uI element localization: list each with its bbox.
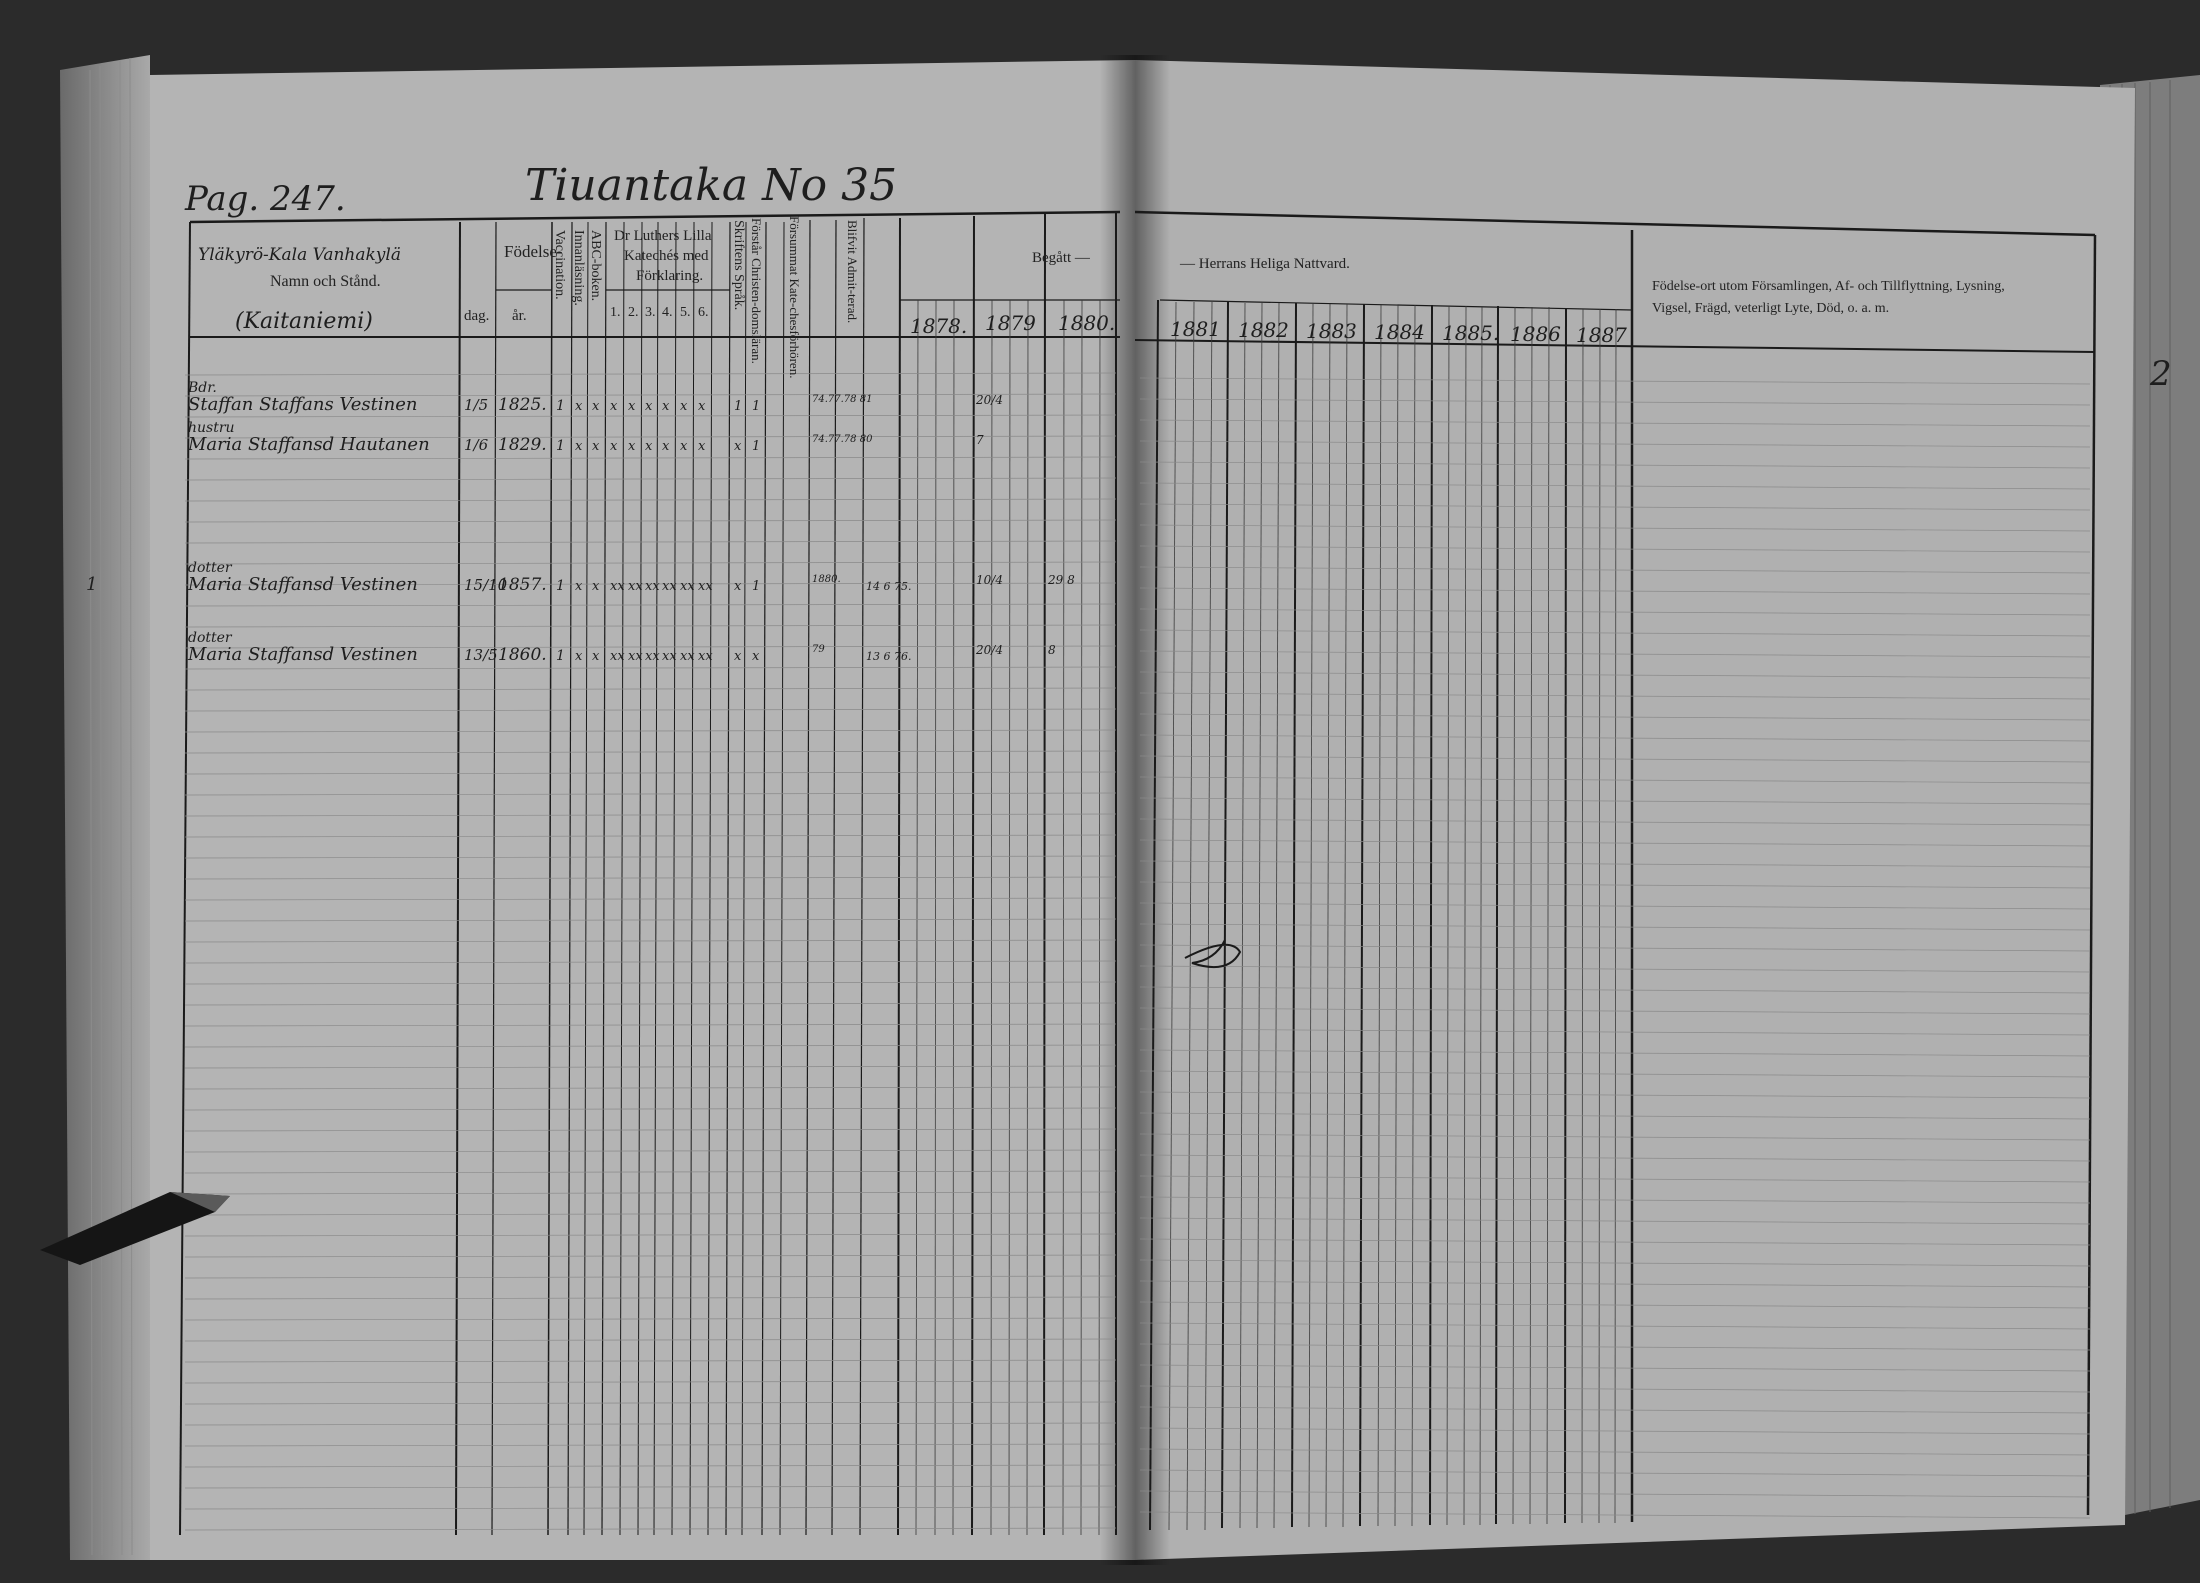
header-luther-1: Dr Luthers Lilla xyxy=(614,228,712,244)
person-sprak: 1 xyxy=(734,399,743,414)
person-mark: x xyxy=(698,399,706,414)
person-mark: xx xyxy=(610,649,625,664)
page-stack-left xyxy=(60,55,150,1560)
person-name: Staffan Staffans Vestinen xyxy=(188,394,418,415)
year-1879: 1879 xyxy=(985,311,1036,335)
person-1879: 7 xyxy=(976,433,984,447)
person-mark: x xyxy=(575,439,583,454)
person-forstar: 1 xyxy=(752,439,761,454)
person-mark: x xyxy=(575,649,583,664)
person-name: Maria Staffansd Vestinen xyxy=(188,574,418,595)
person-name: Maria Staffansd Vestinen xyxy=(188,644,418,665)
person-mark: x xyxy=(662,439,670,454)
margin-note-right: 2 xyxy=(2150,354,2172,394)
person-mark: xx xyxy=(645,649,660,664)
person-vaccination: 1 xyxy=(556,398,565,414)
header-luther-part: 5. xyxy=(680,305,691,320)
person-stand: dotter xyxy=(188,630,232,646)
person-birth-year: 1829. xyxy=(498,435,547,455)
person-forstar: 1 xyxy=(752,579,761,594)
person-birth-day: 13/5 xyxy=(464,646,498,664)
person-vaccination: 1 xyxy=(556,438,565,454)
person-1880: 29 8 xyxy=(1048,573,1075,587)
person-1879: 10/4 xyxy=(976,573,1003,587)
header-skriftens-sprak: Skriftens Språk. xyxy=(731,220,746,311)
header-luther-part: 4. xyxy=(662,305,673,320)
person-forsummat: 74.77.78 81 xyxy=(812,394,873,405)
person-forsummat: 79 xyxy=(812,644,825,655)
year-1878: 1878. xyxy=(910,314,968,338)
person-admitterad: 14 6 75. xyxy=(866,580,912,593)
year-1885: 1885. xyxy=(1442,321,1500,345)
person-mark: x xyxy=(610,439,618,454)
person-stand: Bdr. xyxy=(188,380,217,396)
person-sprak: x xyxy=(734,579,742,594)
person-mark: x xyxy=(698,439,706,454)
person-forsummat: 1880. xyxy=(812,574,841,585)
person-sprak: x xyxy=(734,649,742,664)
header-luther-part: 6. xyxy=(698,305,709,320)
year-1883: 1883 xyxy=(1306,319,1357,343)
year-1881: 1881 xyxy=(1170,317,1221,341)
header-luther-part: 2. xyxy=(628,305,639,320)
farm-heading: Tiuantaka No 35 xyxy=(525,160,898,211)
person-mark: xx xyxy=(662,649,677,664)
person-1880: 8 xyxy=(1048,643,1056,657)
header-admitterad: Blifvit Admit-terad. xyxy=(845,220,860,324)
margin-note-left: 1 xyxy=(86,574,98,595)
farm-name: (Kaitaniemi) xyxy=(235,309,373,334)
person-mark: xx xyxy=(698,579,713,594)
header-name-stand: Namn och Stånd. xyxy=(270,273,381,290)
header-luther-part: 3. xyxy=(645,305,656,320)
header-forsummat: Försummat Kate-chesförhören. xyxy=(787,216,802,379)
header-fodelse: Födelse- xyxy=(504,242,563,261)
person-mark: x xyxy=(680,399,688,414)
person-birth-day: 15/10 xyxy=(464,576,508,594)
person-mark: xx xyxy=(680,649,695,664)
person-mark: x xyxy=(610,399,618,414)
person-forstar: x xyxy=(752,649,760,664)
header-innanlasning: Innanläsning. xyxy=(571,230,586,306)
person-mark: x xyxy=(645,439,653,454)
village-heading: Yläkyrö-Kala Vanhakylä xyxy=(198,245,401,265)
person-mark: x xyxy=(575,399,583,414)
person-mark: x xyxy=(575,579,583,594)
person-stand: dotter xyxy=(188,560,232,576)
svg-text:Födelse-ort utom Församlingen,: Födelse-ort utom Församlingen, Af- och Tillflyttning, Lysning, xyxy=(1652,279,2005,294)
person-admitterad: 13 6 76. xyxy=(866,650,912,663)
header-ar: år. xyxy=(512,308,527,324)
year-1887: 1887 xyxy=(1576,323,1627,347)
person-mark: x xyxy=(645,399,653,414)
person-birth-year: 1860. xyxy=(498,645,547,665)
person-birth-day: 1/6 xyxy=(464,436,489,454)
header-abc: ABC-boken. xyxy=(588,230,603,302)
header-herrans: — Herrans Heliga Nattvard. xyxy=(1180,256,1350,272)
header-begatt: Begått — xyxy=(1032,250,1090,266)
header-luther-2: Katechés med xyxy=(624,248,709,264)
person-mark: xx xyxy=(645,579,660,594)
year-1884: 1884 xyxy=(1374,320,1425,344)
person-mark: xx xyxy=(628,649,643,664)
header-dag: dag. xyxy=(464,308,490,324)
person-mark: x xyxy=(628,399,636,414)
person-mark: x xyxy=(662,399,670,414)
person-name: Maria Staffansd Hautanen xyxy=(188,434,430,455)
person-1879: 20/4 xyxy=(976,643,1003,657)
year-1882: 1882 xyxy=(1238,318,1289,342)
person-birth-year: 1857. xyxy=(498,575,547,595)
person-mark: x xyxy=(592,649,600,664)
person-stand: hustru xyxy=(188,420,235,436)
page-number: Pag. 247. xyxy=(185,179,346,219)
person-vaccination: 1 xyxy=(556,578,565,594)
person-mark: xx xyxy=(610,579,625,594)
person-sprak: x xyxy=(734,439,742,454)
person-mark: x xyxy=(592,439,600,454)
person-mark: x xyxy=(592,579,600,594)
person-mark: x xyxy=(680,439,688,454)
person-1879: 20/4 xyxy=(976,393,1003,407)
person-mark: xx xyxy=(680,579,695,594)
year-1886: 1886 xyxy=(1510,322,1561,346)
header-vaccination: Vaccination. xyxy=(552,230,567,300)
person-forstar: 1 xyxy=(752,399,761,414)
header-forstar: Förstår Christen-domsläran. xyxy=(749,218,764,364)
person-birth-day: 1/5 xyxy=(464,396,489,414)
person-birth-year: 1825. xyxy=(498,395,547,415)
person-mark: xx xyxy=(698,649,713,664)
header-luther-part: 1. xyxy=(610,305,621,320)
person-mark: xx xyxy=(662,579,677,594)
person-vaccination: 1 xyxy=(556,648,565,664)
person-mark: x xyxy=(592,399,600,414)
person-forsummat: 74.77.78 80 xyxy=(812,434,873,445)
header-luther-3: Förklaring. xyxy=(636,268,704,284)
year-1880: 1880. xyxy=(1058,311,1116,335)
person-mark: x xyxy=(628,439,636,454)
person-mark: xx xyxy=(628,579,643,594)
svg-text:Vigsel, Frägd, veterligt Lyte,: Vigsel, Frägd, veterligt Lyte, Död, o. a. m. xyxy=(1652,301,1890,316)
